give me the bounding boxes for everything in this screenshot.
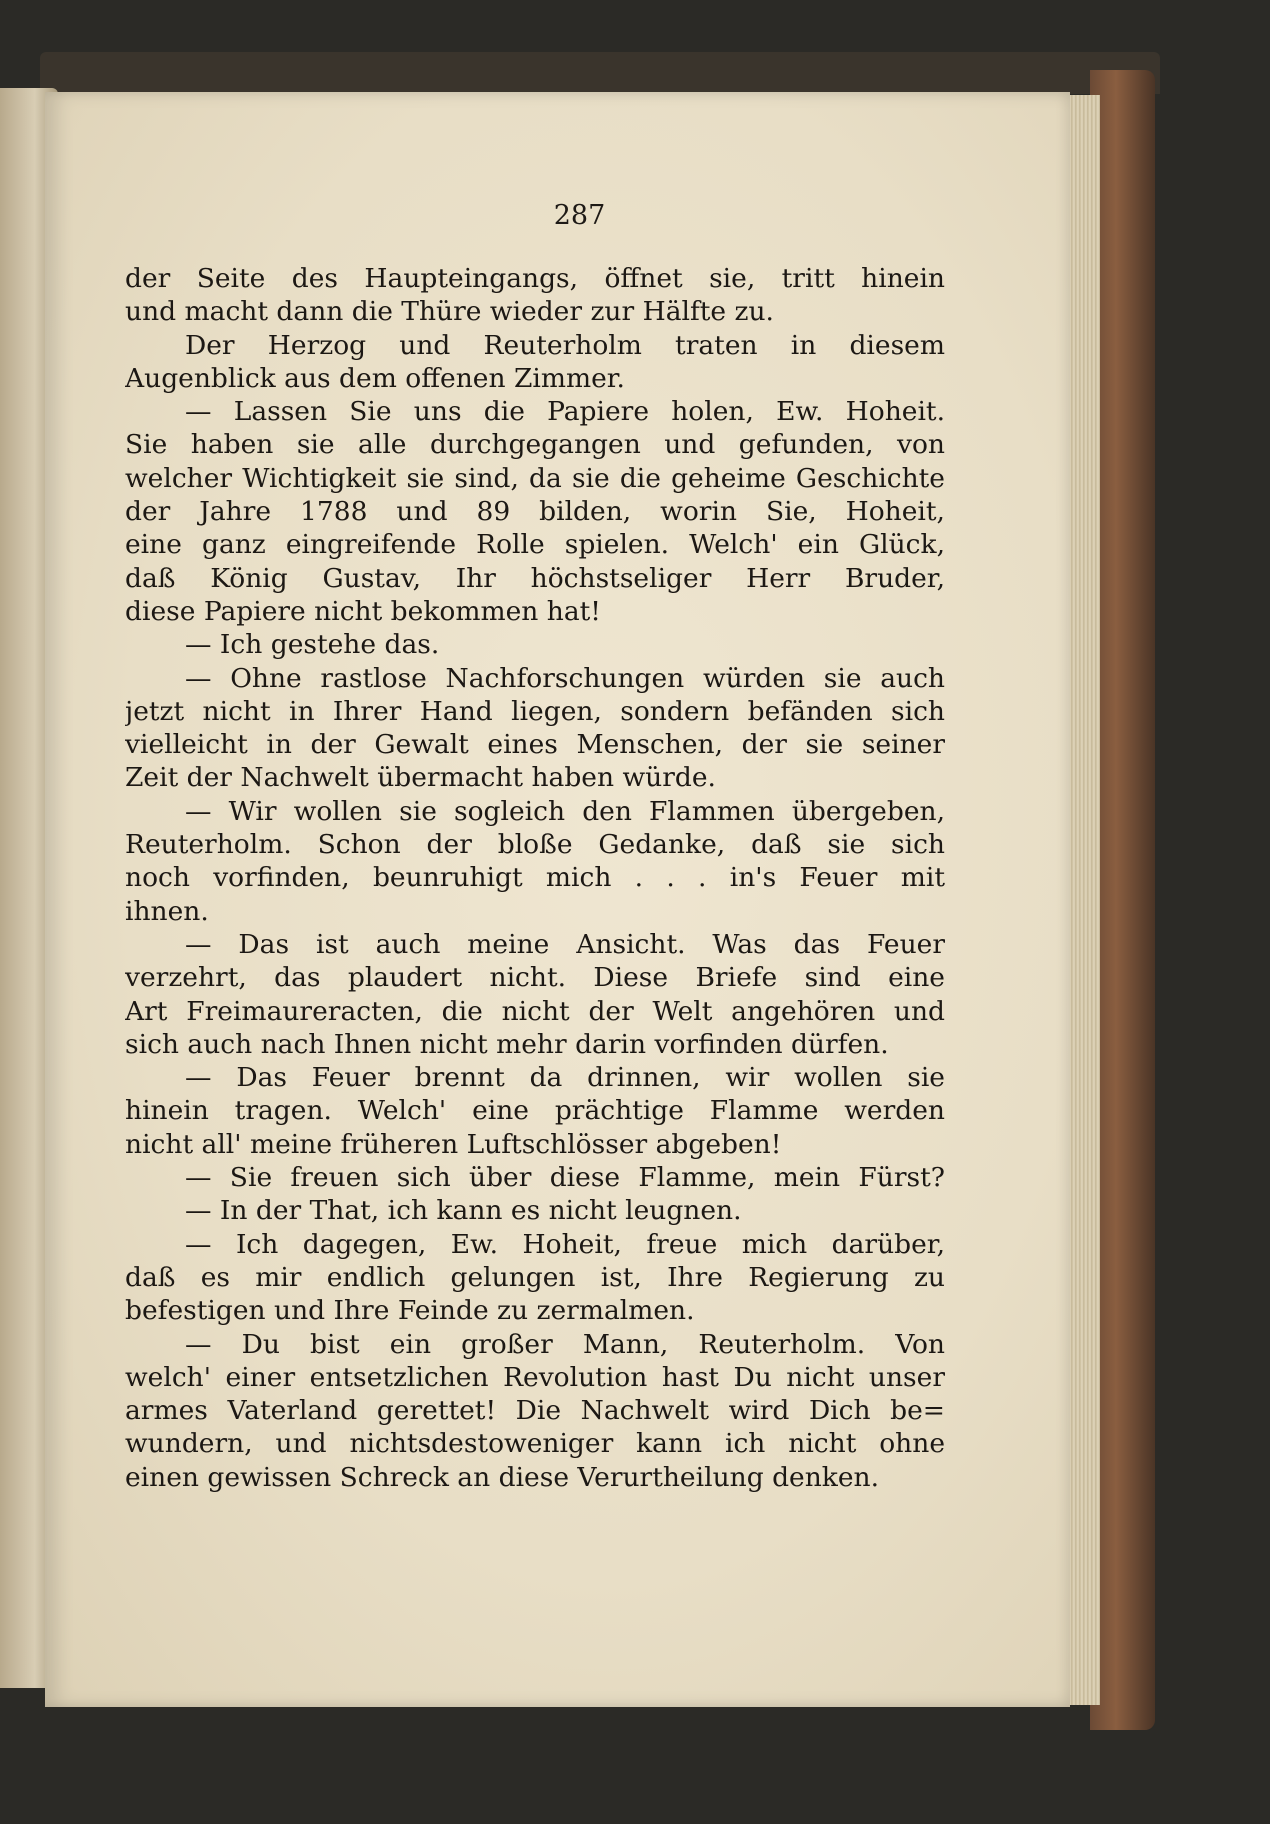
text-line: einen gewissen Schreck an diese Verurtheilung denken. (125, 1461, 880, 1493)
page-text (125, 262, 945, 1494)
text-line: noch vorfinden, beunruhigt mich . . . in's Feuer mit (125, 862, 945, 894)
text-line: befestigen und Ihre Feinde zu zermalmen. (125, 1295, 695, 1327)
text-line: jetzt nicht in Ihrer Hand liegen, sondern befänden sich (125, 695, 945, 727)
text-line: ihnen. (125, 895, 209, 927)
text-line: Sie haben sie alle durchgegangen und gefunden, von (125, 429, 945, 461)
text-line: daß König Gustav, Ihr höchstseliger Herr Bruder, (125, 562, 945, 594)
text-line: — Ich dagegen, Ew. Hoheit, freue mich darüber, (185, 1228, 945, 1260)
text-line: Zeit der Nachwelt übermacht haben würde. (125, 762, 716, 794)
text-line: Art Freimaureracten, die nicht der Welt angehören und (125, 995, 945, 1027)
text-line: hinein tragen. Welch' eine prächtige Flamme werden (125, 1095, 945, 1127)
text-line: verzehrt, das plaudert nicht. Diese Briefe sind eine (125, 962, 945, 994)
text-line: der Jahre 1788 und 89 bilden, worin Sie, Hoheit, (125, 496, 945, 528)
text-line: Der Herzog und Reuterholm traten in diesem (185, 329, 945, 361)
text-line: — Ich gestehe das. (185, 629, 440, 661)
text-line: und macht dann die Thüre wieder zur Hälfte zu. (125, 296, 774, 328)
text-line: sich auch nach Ihnen nicht mehr darin vorfinden dürfen. (125, 1028, 889, 1060)
text-line: welch' einer entsetzlichen Revolution hast Du nicht unser (125, 1361, 945, 1393)
text-line: vielleicht in der Gewalt eines Menschen, der sie seiner (125, 729, 945, 761)
text-line: daß es mir endlich gelungen ist, Ihre Regierung zu (125, 1261, 945, 1293)
text-line: diese Papiere nicht bekommen hat! (125, 595, 601, 627)
text-line: — Wir wollen sie sogleich den Flammen übergeben, (185, 795, 945, 827)
book-cover-top (40, 52, 1160, 94)
text-line: eine ganz eingreifende Rolle spielen. Welch' ein Glück, (125, 529, 945, 561)
text-line: — Du bist ein großer Mann, Reuterholm. Von (185, 1328, 945, 1360)
text-line: — Das ist auch meine Ansicht. Was das Feuer (185, 928, 945, 960)
text-line: — Das Feuer brennt da drinnen, wir wollen sie (185, 1062, 945, 1094)
text-line: welcher Wichtigkeit sie sind, da sie die geheime Geschichte (125, 462, 945, 494)
text-line: — Sie freuen sich über diese Flamme, mein Fürst? (185, 1162, 945, 1194)
text-line: Reuterholm. Schon der bloße Gedanke, daß sie sich (125, 829, 945, 861)
text-line: Augenblick aus dem offenen Zimmer. (125, 362, 625, 394)
page-number: 287 (553, 200, 606, 231)
text-line: — Ohne rastlose Nachforschungen würden sie auch (185, 662, 945, 694)
text-line: wundern, und nichtsdestoweniger kann ich nicht ohne (125, 1428, 945, 1460)
text-line: — Lassen Sie uns die Papiere holen, Ew. Hoheit. (185, 396, 945, 428)
text-line: — In der That, ich kann es nicht leugnen. (185, 1195, 742, 1227)
book-page (45, 92, 1070, 1707)
text-line: der Seite des Haupteingangs, öffnet sie, tritt hinein (125, 263, 945, 294)
text-line: nicht all' meine früheren Luftschlösser abgeben! (125, 1128, 782, 1160)
text-line: armes Vaterland gerettet! Die Nachwelt wird Dich be= (125, 1395, 945, 1427)
